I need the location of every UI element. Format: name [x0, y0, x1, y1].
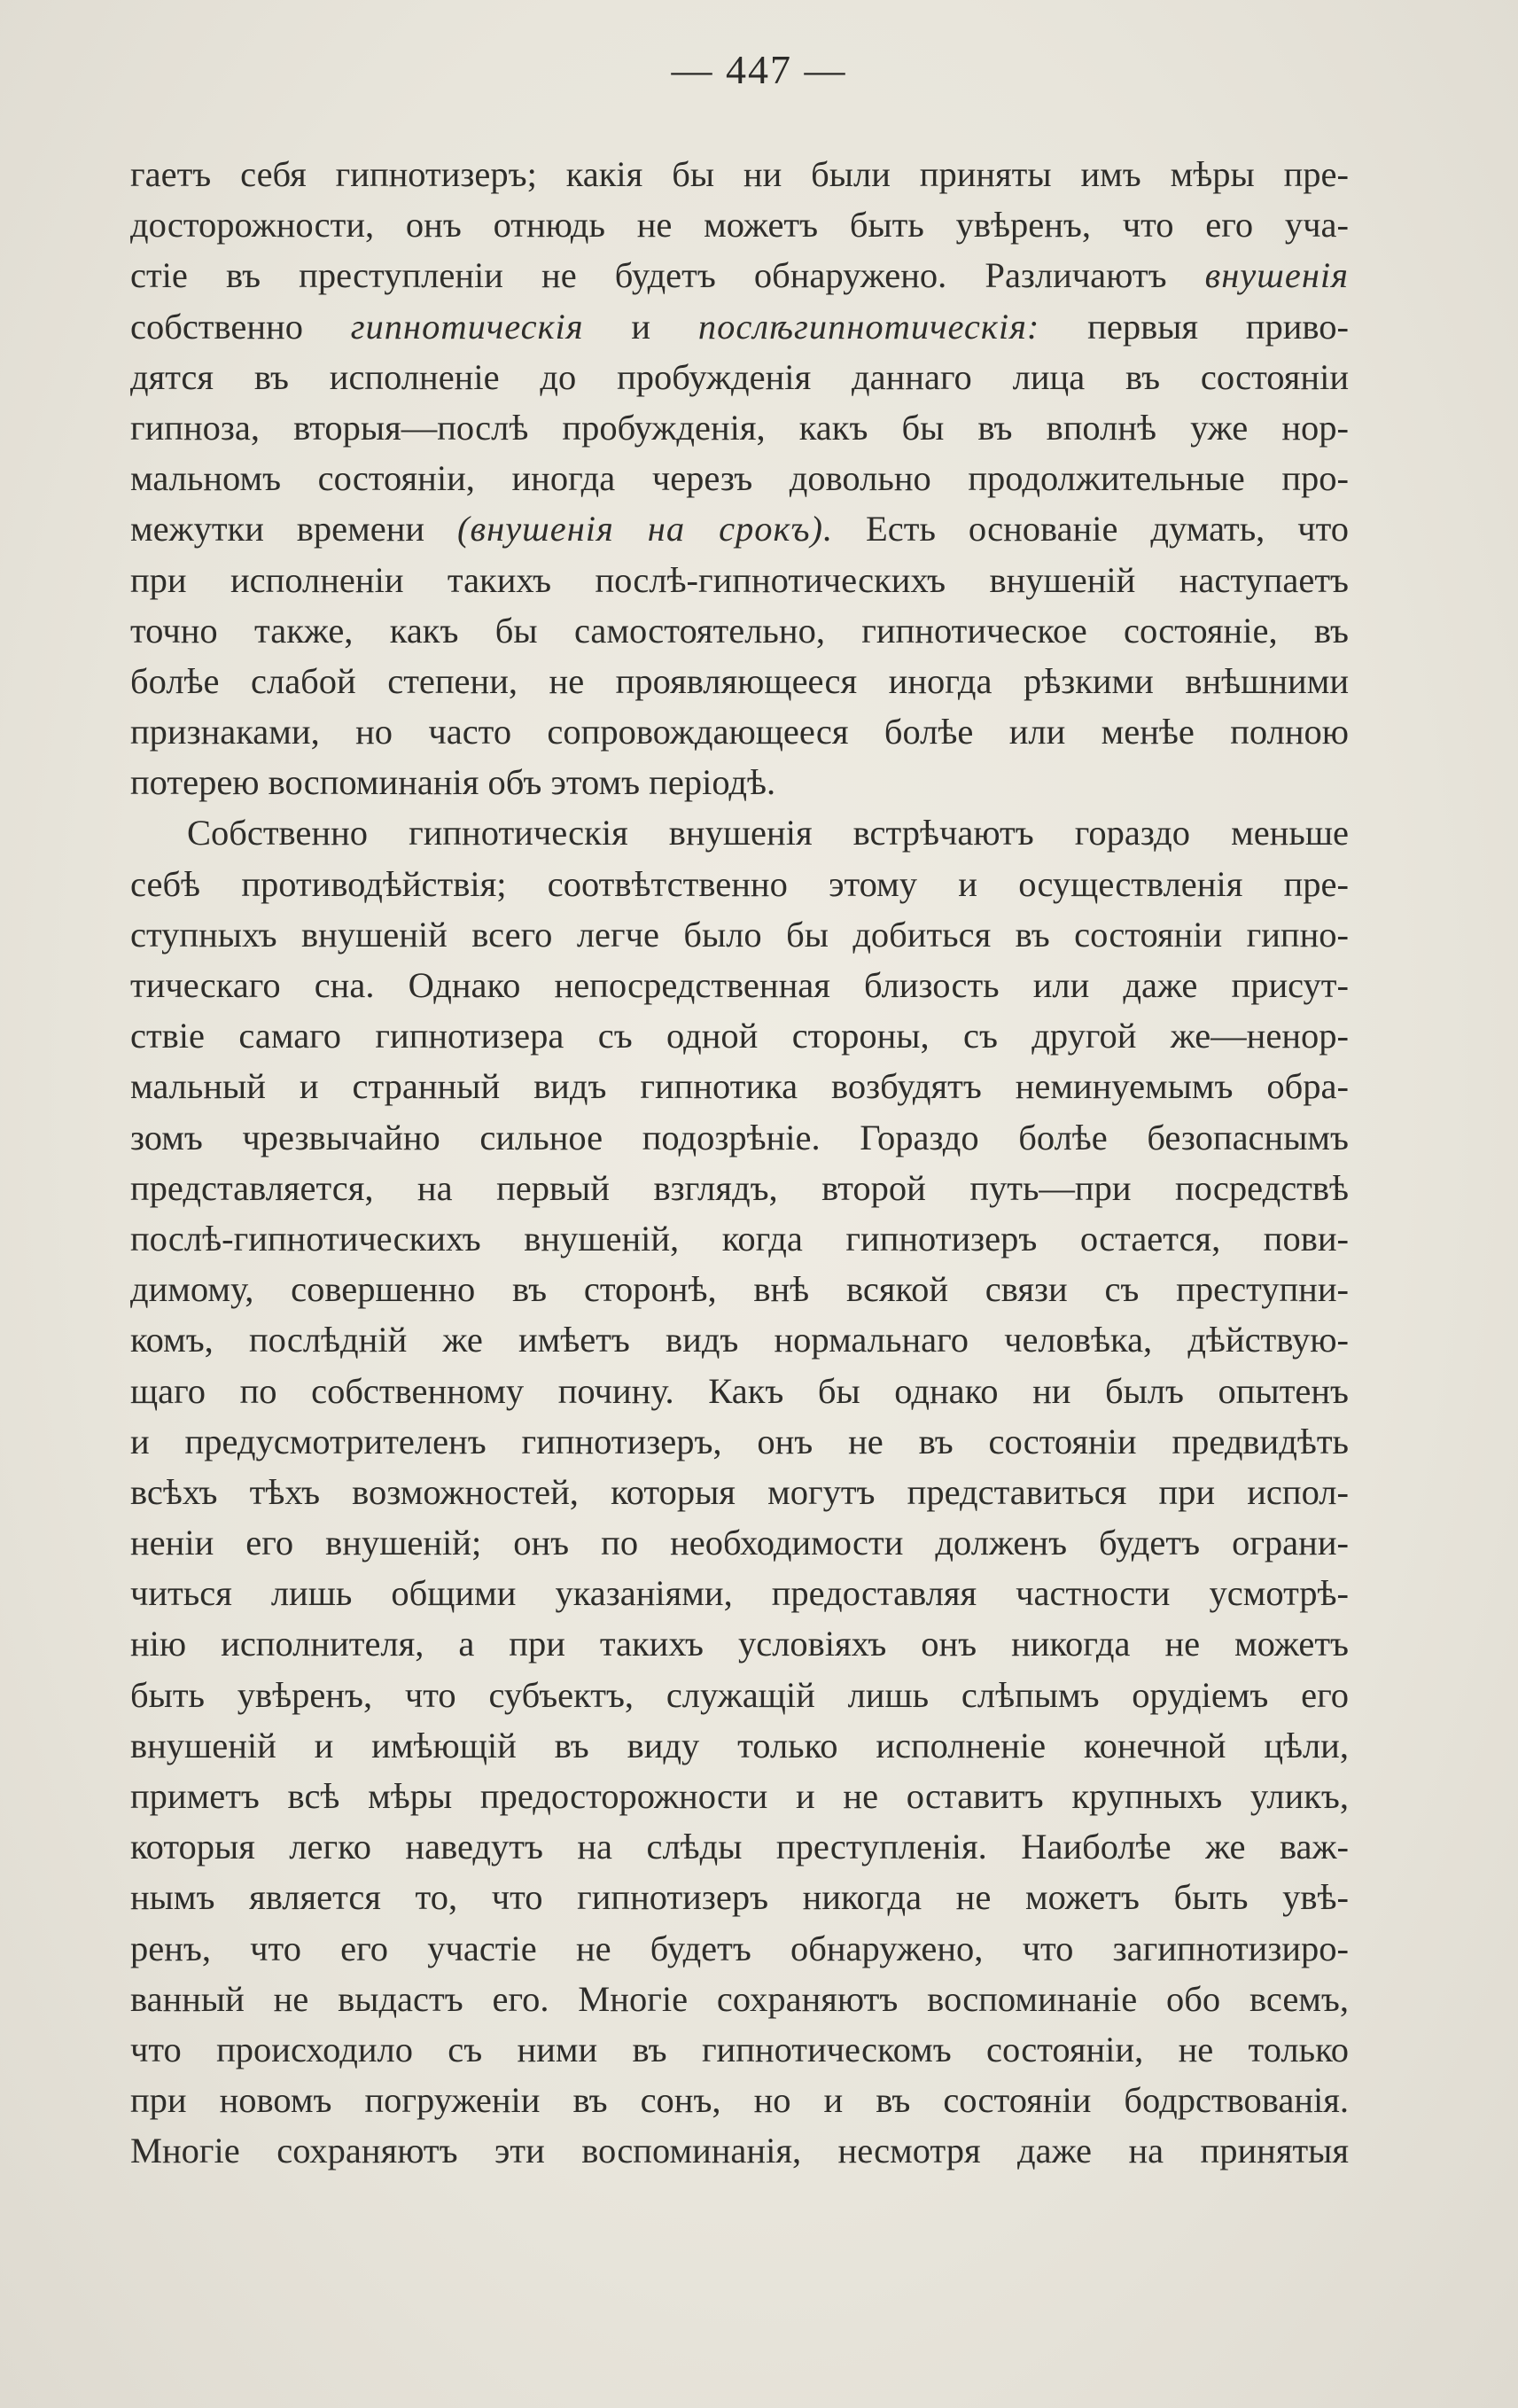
text-line — [130, 2075, 1349, 2125]
line-text: внушеній и имѣющій въ виду только исполненіе конечной цѣли, — [130, 1725, 1349, 1765]
line-text: при исполненіи такихъ послѣ-гипнотическихъ внушеній наступаетъ — [130, 559, 1349, 600]
line-text: досторожности, онъ отнюдь не можетъ быть увѣренъ, что его уча- — [130, 205, 1349, 245]
line-text: читься лишь общими указаніями, предоставляя частности усмотрѣ- — [130, 1573, 1349, 1614]
text-line — [130, 1517, 1349, 1568]
text-line — [130, 1416, 1349, 1467]
line-text: нымъ является то, что гипнотизеръ никогда не можетъ быть увѣ- — [130, 1877, 1349, 1918]
text-line — [130, 1670, 1349, 1720]
line-text: при новомъ погруженіи въ сонъ, но и въ состояніи бодрствованія. — [130, 2080, 1349, 2121]
line-text: неніи его внушеній; онъ по необходимости долженъ будетъ ограни- — [130, 1523, 1349, 1563]
line-text: послѣ-гипнотическихъ внушеній, когда гипнотизеръ остается, пови- — [130, 1218, 1349, 1259]
line-text: мальный и странный видъ гипнотика возбудятъ неминуемымъ обра- — [130, 1066, 1349, 1107]
line-text: щаго по собственному почину. Какъ бы однако ни былъ опытенъ — [130, 1370, 1349, 1411]
line-text: дятся въ исполненіе до пробужденія даннаго лица въ состояніи — [130, 356, 1349, 397]
italic-term: послѣгипнотическія: — [697, 306, 1040, 347]
line-text: Есть основаніе думать, что — [833, 509, 1349, 549]
text-line — [130, 555, 1349, 605]
text-line — [130, 1923, 1349, 1974]
line-text: димому, совершенно въ сторонѣ, внѣ всякой связи съ преступни- — [130, 1269, 1349, 1310]
line-text: стіе въ преступленіи не будетъ обнаружено. Различаютъ — [130, 255, 1205, 296]
line-text: нію исполнителя, а при такихъ условіяхъ онъ никогда не можетъ — [130, 1624, 1349, 1664]
text-line — [130, 1163, 1349, 1213]
text-line — [130, 2125, 1349, 2176]
line-text: Собственно гипнотическія внушенія встрѣчаютъ гораздо меньше — [187, 813, 1349, 853]
text-line — [130, 250, 1349, 300]
text-line — [130, 1314, 1349, 1365]
text-line — [130, 605, 1349, 656]
line-text: приметъ всѣ мѣры предосторожности и не оставитъ крупныхъ уликъ, — [130, 1776, 1349, 1816]
line-text: тическаго сна. Однако непосредственная близость или даже присут- — [130, 965, 1349, 1005]
body-text — [130, 149, 1349, 2177]
text-line — [130, 1467, 1349, 1517]
text-line — [130, 807, 1349, 858]
text-line — [130, 1366, 1349, 1416]
text-line — [130, 301, 1349, 352]
line-text: и предусмотрителенъ гипнотизеръ, онъ не въ состояніи предвидѣть — [130, 1421, 1349, 1461]
text-line — [130, 960, 1349, 1010]
text-line — [130, 2024, 1349, 2075]
line-text: ванный не выдастъ его. Многіе сохраняютъ воспоминаніе обо всемъ, — [130, 1978, 1349, 2019]
line-text: и — [583, 306, 698, 347]
text-line — [130, 1872, 1349, 1922]
line-text: потерею воспоминанія объ этомъ періодѣ. — [130, 762, 776, 803]
line-text: ствіе самаго гипнотизера съ одной стороны, съ другой же—ненор- — [130, 1016, 1349, 1056]
line-text: мальномъ состояніи, иногда черезъ довольно продолжительные про- — [130, 458, 1349, 499]
text-line — [130, 1213, 1349, 1264]
text-line — [130, 1061, 1349, 1111]
line-text: что происходило съ ними въ гипнотическомъ состояніи, не только — [130, 2029, 1349, 2069]
line-text: гаетъ себя гипнотизеръ; какія бы ни были приняты имъ мѣры пре- — [130, 154, 1349, 194]
text-line — [130, 909, 1349, 960]
text-line — [130, 1264, 1349, 1314]
line-text: себѣ противодѣйствія; соотвѣтственно этому и осуществленія пре- — [130, 863, 1349, 904]
text-line — [130, 1720, 1349, 1771]
text-line — [130, 1568, 1349, 1618]
text-line — [130, 1010, 1349, 1061]
line-text: межутки времени — [130, 509, 458, 549]
text-line — [130, 352, 1349, 402]
text-line — [130, 1974, 1349, 2024]
line-text: всѣхъ тѣхъ возможностей, которыя могутъ представиться при испол- — [130, 1471, 1349, 1512]
line-text: болѣе слабой степени, не проявляющееся иногда рѣзкими внѣшними — [130, 660, 1349, 701]
italic-term: гипнотическія — [350, 306, 584, 347]
italic-term: (внушенія на срокъ). — [457, 509, 834, 549]
line-text: гипноза, вторыя—послѣ пробужденія, какъ бы въ вполнѣ уже нор- — [130, 407, 1349, 448]
line-text: собственно — [130, 306, 351, 347]
line-text: точно также, какъ бы самостоятельно, гипнотическое состояніе, въ — [130, 610, 1349, 651]
text-line — [130, 453, 1349, 503]
line-text: ренъ, что его участіе не будетъ обнаружено, что загипнотизиро- — [130, 1928, 1349, 1968]
text-line — [130, 1618, 1349, 1669]
line-text: ступныхъ внушеній всего легче было бы добиться въ состояніи гипно- — [130, 914, 1349, 955]
text-line — [130, 859, 1349, 909]
text-line — [130, 1112, 1349, 1163]
line-text: первыя приво- — [1039, 306, 1349, 347]
text-line — [130, 706, 1349, 757]
text-line — [130, 503, 1349, 554]
text-line — [130, 1771, 1349, 1821]
paragraph — [130, 149, 1349, 807]
text-line — [130, 1821, 1349, 1872]
paragraph — [130, 807, 1349, 2176]
line-text: быть увѣренъ, что субъектъ, служащій лишь слѣпымъ орудіемъ его — [130, 1674, 1349, 1715]
line-text: Многіе сохраняютъ эти воспоминанія, несмотря даже на принятыя — [130, 2131, 1349, 2171]
text-line — [130, 402, 1349, 453]
line-text: комъ, послѣдній же имѣетъ видъ нормальнаго человѣка, дѣйствую- — [130, 1320, 1349, 1360]
text-line — [130, 757, 1349, 807]
text-line — [130, 149, 1349, 199]
text-line — [130, 199, 1349, 250]
line-text: которыя легко наведутъ на слѣды преступленія. Наиболѣе же важ- — [130, 1827, 1349, 1867]
page-number: — 447 — — [671, 47, 847, 92]
line-text: представляется, на первый взглядъ, второй путь—при посредствѣ — [130, 1167, 1349, 1208]
line-text: зомъ чрезвычайно сильное подозрѣніе. Гораздо болѣе безопаснымъ — [130, 1117, 1349, 1157]
italic-term: внушенія — [1204, 255, 1349, 296]
text-line — [130, 656, 1349, 706]
line-text: признаками, но часто сопровождающееся болѣе или менѣе полною — [130, 712, 1349, 752]
